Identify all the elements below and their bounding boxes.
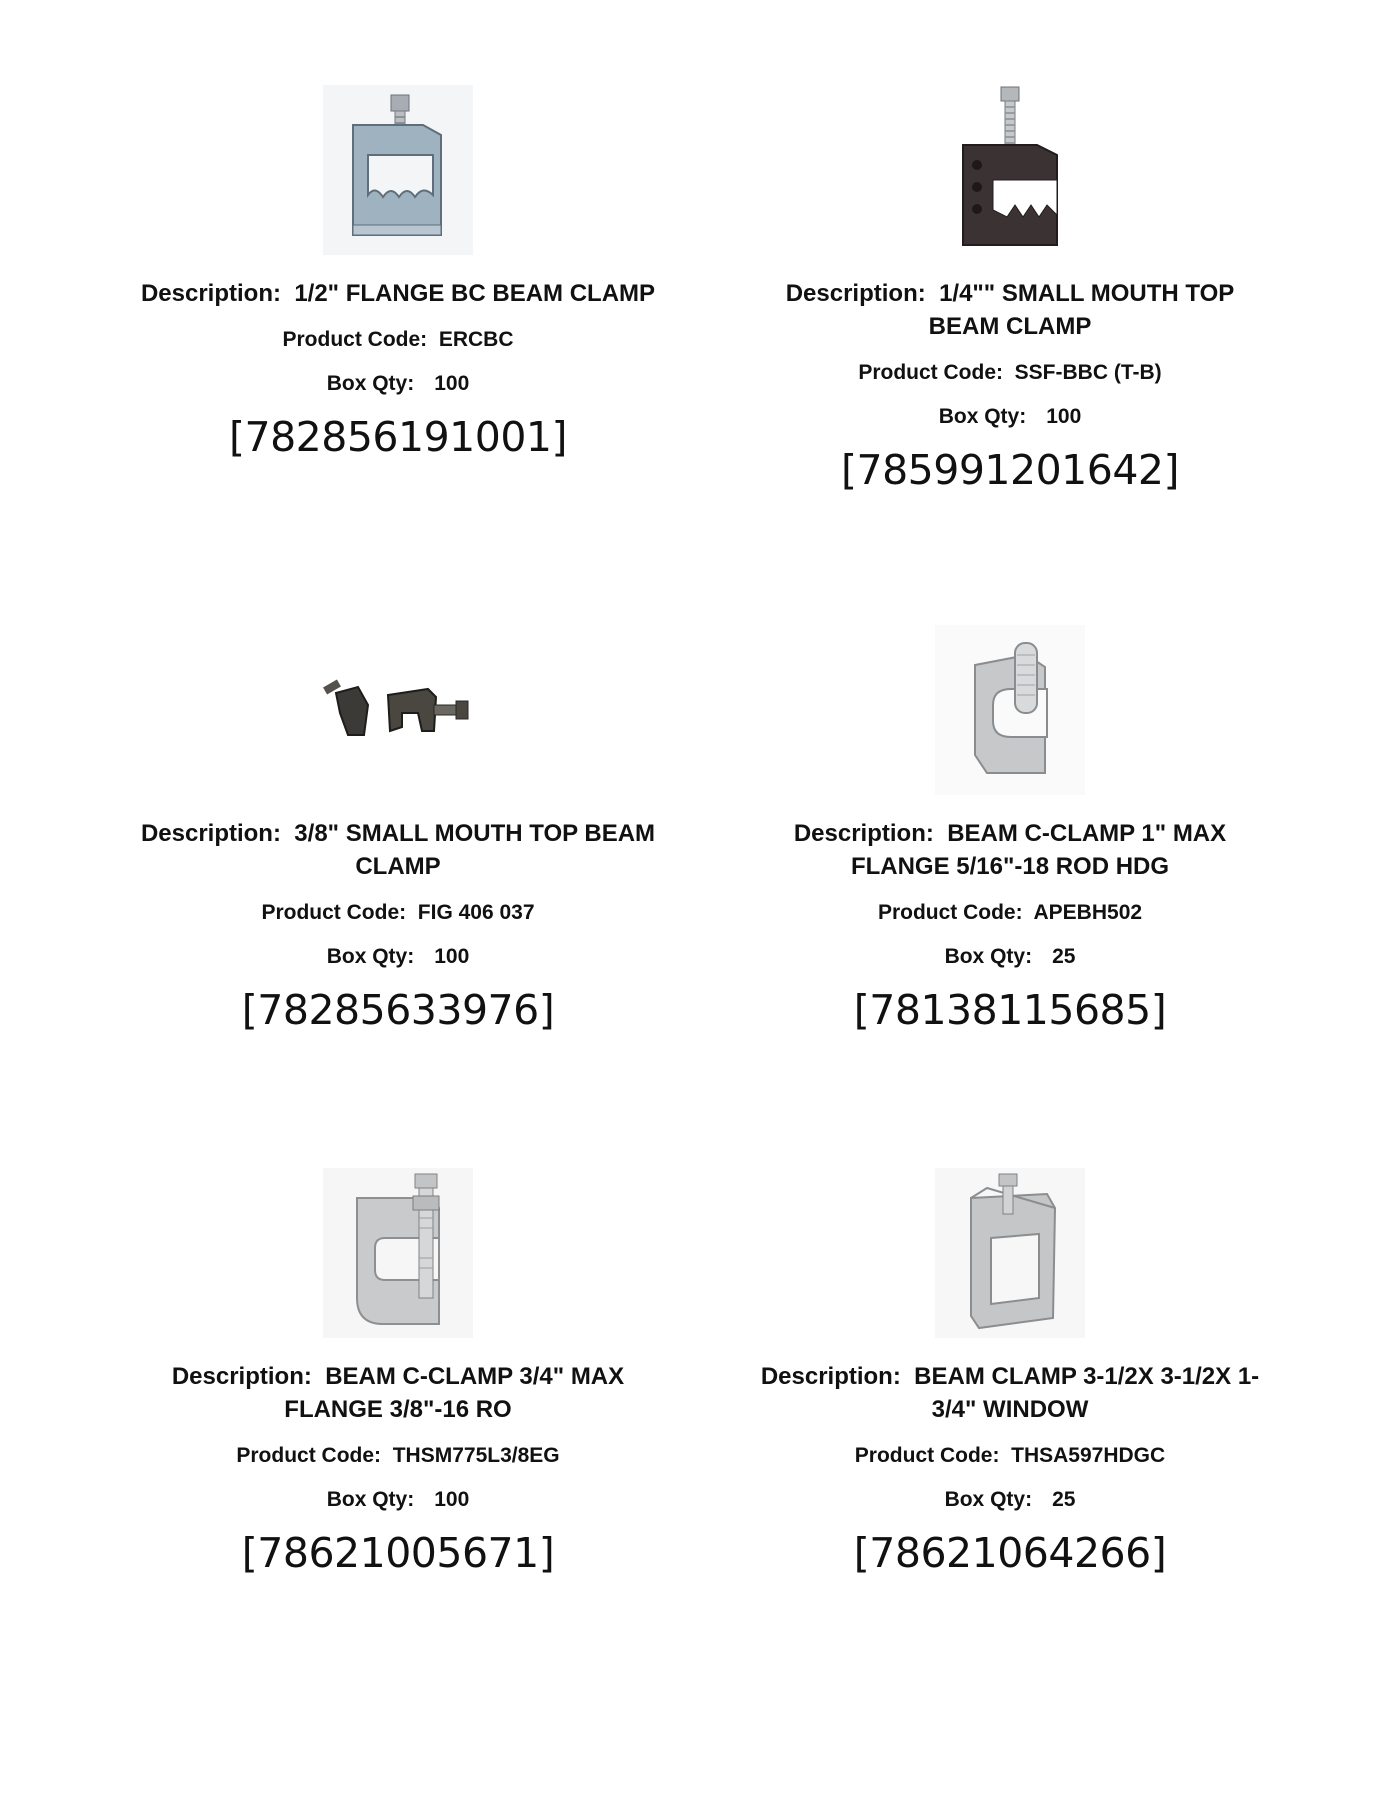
barcode-number: [78138115685] [853,986,1167,1034]
product-description: Description: BEAM CLAMP 3-1/2X 3-1/2X 1-3/4" WINDOW [760,1363,1260,1423]
product-image [118,1165,678,1340]
product-code: Product Code: APEBH502 [877,901,1143,924]
product-image [118,82,678,257]
product-card [730,1165,1290,1578]
product-description: Description: 3/8" SMALL MOUTH TOP BEAM CLAMP [140,820,656,880]
product-image [730,622,1290,797]
beam-c-clamp-hdg-icon [935,625,1085,795]
barcode-number: [782856191001] [228,413,568,461]
product-image [730,82,1290,257]
product-image [730,1165,1290,1340]
barcode-number: [785991201642] [840,446,1180,494]
product-card [730,82,1290,495]
product-card [118,622,678,1035]
window-beam-clamp-icon [935,1168,1085,1338]
product-description: Description: 1/2" FLANGE BC BEAM CLAMP [140,280,656,307]
box-qty: Box Qty: 100 [326,1488,470,1511]
box-qty: Box Qty: 100 [938,405,1082,428]
product-card [118,82,678,462]
beam-c-clamp-steel-icon [323,1168,473,1338]
product-code: Product Code: SSF-BBC (T-B) [858,361,1162,384]
beam-clamp-pair-dark-icon [318,665,478,755]
product-description: Description: BEAM C-CLAMP 1" MAX FLANGE 5/16"-18 ROD HDG [793,820,1227,880]
barcode-number: [78621064266] [853,1529,1167,1577]
product-description: Description: 1/4"" SMALL MOUTH TOP BEAM CLAMP [785,280,1235,340]
product-code: Product Code: THSM775L3/8EG [236,1444,560,1467]
beam-clamp-zinc-icon [323,85,473,255]
product-image [118,622,678,797]
box-qty: Box Qty: 25 [944,945,1076,968]
product-code: Product Code: THSA597HDGC [854,1444,1166,1467]
product-card [730,622,1290,1035]
box-qty: Box Qty: 100 [326,372,470,395]
box-qty: Box Qty: 25 [944,1488,1076,1511]
product-card [118,1165,678,1578]
product-description: Description: BEAM C-CLAMP 3/4" MAX FLANGE 3/8"-16 RO [171,1363,625,1423]
beam-clamp-black-icon [935,85,1085,255]
product-code: Product Code: FIG 406 037 [261,901,535,924]
box-qty: Box Qty: 100 [326,945,470,968]
product-code: Product Code: ERCBC [282,328,514,351]
barcode-number: [78621005671] [241,1529,555,1577]
barcode-number: [78285633976] [241,986,555,1034]
